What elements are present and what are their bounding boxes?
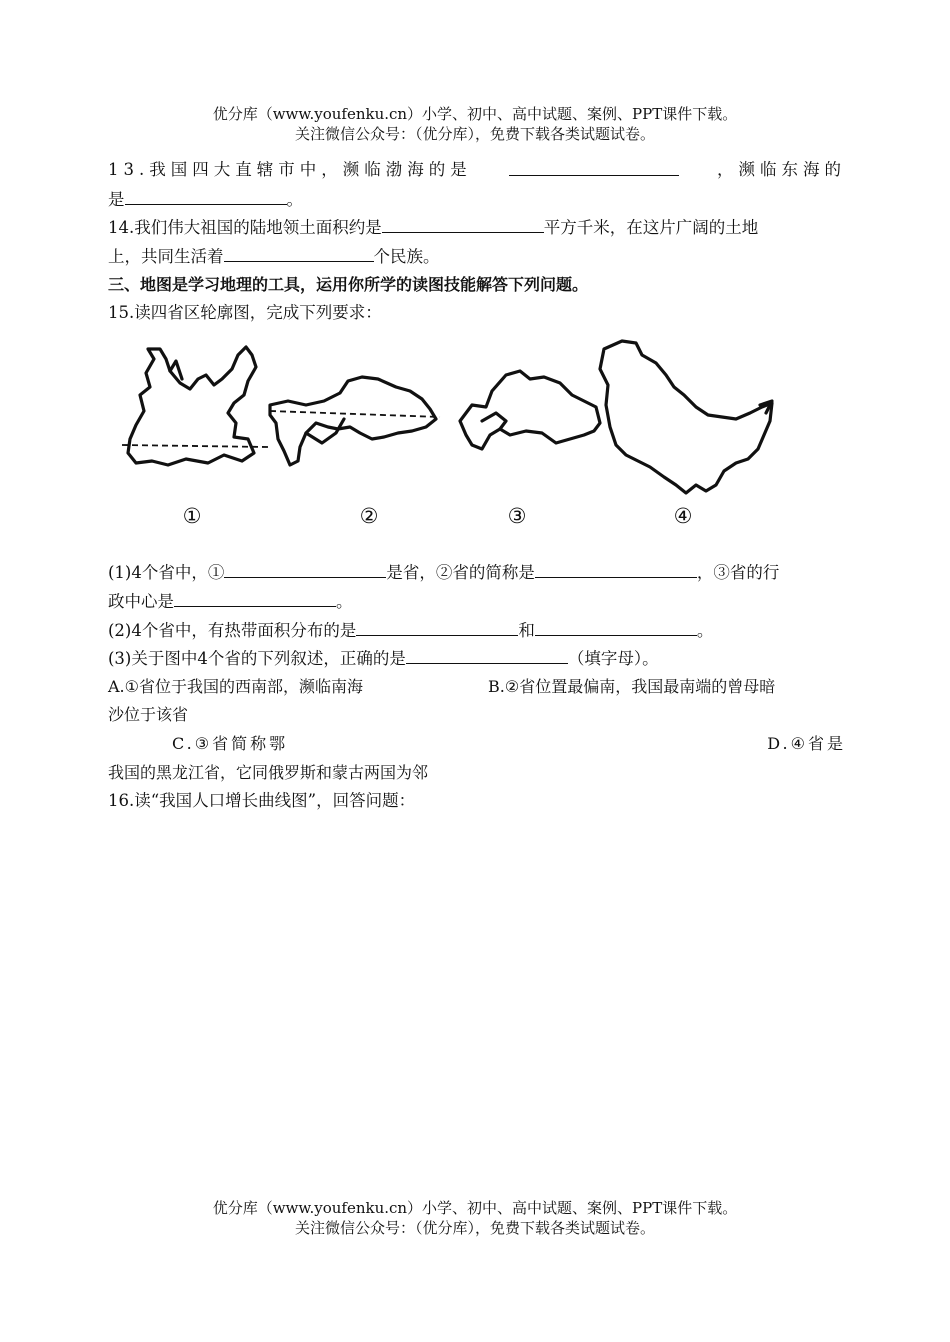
q13-text-b: ，濒临东海的 bbox=[717, 160, 846, 179]
q14-blank-ethnic[interactable] bbox=[224, 246, 374, 262]
q14-text-a: 14.我们伟大祖国的陆地领土面积约是 bbox=[108, 218, 382, 237]
footer-line-2: 关注微信公众号：（优分库），免费下载各类试题试卷。 bbox=[294, 1219, 655, 1237]
option-b-continued: 沙位于该省 bbox=[108, 705, 189, 724]
q15-sub1-text-a: (1)4个省中，① bbox=[108, 563, 225, 582]
q15-sub1-line-1 bbox=[108, 562, 846, 583]
q15-sub3-line bbox=[108, 648, 846, 669]
question-15-title: 15.读四省区轮廓图，完成下列要求： bbox=[108, 303, 382, 322]
q13-text-d: 。 bbox=[286, 190, 303, 209]
q14-text-c: 上，共同生活着 bbox=[108, 247, 224, 266]
question-14-line-2 bbox=[108, 246, 846, 267]
q15-sub1-text-c: ，③省的行 bbox=[696, 563, 780, 582]
option-d: D.④省是 bbox=[767, 734, 846, 753]
option-c: C.③省简称鄂 bbox=[172, 734, 289, 753]
header-line-1: 优分库（www.youfenku.cn）小学、初中、高中试题、案例、PPT课件下载。 bbox=[212, 105, 738, 123]
tropic-line-1 bbox=[122, 445, 268, 447]
q15-sub1-text-b: 是省，②省的简称是 bbox=[386, 563, 535, 582]
map-label-1: ① bbox=[182, 504, 202, 528]
province-3-inner bbox=[482, 413, 506, 429]
q15-sub3-text-b: （填字母）。 bbox=[567, 649, 659, 668]
q14-text-b: 平方千米，在这片广阔的土地 bbox=[543, 218, 759, 237]
q15-sub3-text-a: (3)关于图中4个省的下列叙述，正确的是 bbox=[108, 649, 406, 668]
q15-sub2-blank-2[interactable] bbox=[535, 620, 697, 636]
option-b: B.②省位置最偏南，我国最南端的曾母暗 bbox=[488, 677, 776, 696]
question-13-line-1 bbox=[108, 160, 846, 180]
q15-sub1-text-d: 政中心是 bbox=[108, 592, 174, 611]
q14-blank-area[interactable] bbox=[382, 217, 544, 233]
q15-sub1-text-e: 。 bbox=[336, 592, 353, 611]
q15-sub3-blank[interactable] bbox=[406, 648, 568, 664]
q13-text-c: 是 bbox=[108, 190, 125, 209]
footer-line-1: 优分库（www.youfenku.cn）小学、初中、高中试题、案例、PPT课件下载。 bbox=[212, 1199, 738, 1217]
tropic-line-2 bbox=[270, 411, 440, 417]
q13-blank-bohai[interactable] bbox=[509, 160, 679, 176]
q13-text-a: 13.我国四大直辖市中，濒临渤海的是 bbox=[108, 160, 472, 179]
province-4-outline bbox=[600, 341, 772, 493]
province-2-inner bbox=[306, 419, 344, 443]
question-13-line-2 bbox=[108, 189, 846, 210]
header-line-2: 关注微信公众号：（优分库），免费下载各类试题试卷。 bbox=[294, 125, 655, 143]
q15-sub1-blank-2[interactable] bbox=[535, 562, 697, 578]
map-label-4: ④ bbox=[673, 504, 693, 528]
option-a: A.①省位于我国的西南部，濒临南海 bbox=[108, 677, 363, 696]
q15-sub1-blank-1[interactable] bbox=[224, 562, 386, 578]
q15-sub2-text-b: 和 bbox=[518, 621, 535, 640]
q15-sub1-line-2 bbox=[108, 591, 846, 612]
q13-blank-donghai[interactable] bbox=[125, 189, 287, 205]
map-label-3: ③ bbox=[507, 504, 527, 528]
map-label-2: ② bbox=[359, 504, 379, 528]
province-outline-maps bbox=[110, 335, 810, 535]
q15-sub2-text-c: 。 bbox=[696, 621, 714, 640]
question-14-line-1 bbox=[108, 217, 846, 238]
question-16-title: 16.读“我国人口增长曲线图”，回答问题： bbox=[108, 791, 416, 810]
section-3-heading: 三、地图是学习地理的工具，运用你所学的读图技能解答下列问题。 bbox=[108, 275, 589, 294]
q15-sub1-blank-3[interactable] bbox=[174, 591, 336, 607]
q15-sub2-blank-1[interactable] bbox=[356, 620, 518, 636]
province-2-outline bbox=[270, 377, 436, 465]
province-outlines-figure bbox=[110, 335, 810, 535]
q15-sub2-line bbox=[108, 620, 846, 641]
option-d-continued: 我国的黑龙江省，它同俄罗斯和蒙古两国为邻 bbox=[108, 763, 429, 782]
q14-text-d: 个民族。 bbox=[373, 247, 440, 266]
province-3-outline bbox=[460, 371, 600, 449]
q15-sub2-text-a: (2)4个省中，有热带面积分布的是 bbox=[108, 621, 357, 640]
